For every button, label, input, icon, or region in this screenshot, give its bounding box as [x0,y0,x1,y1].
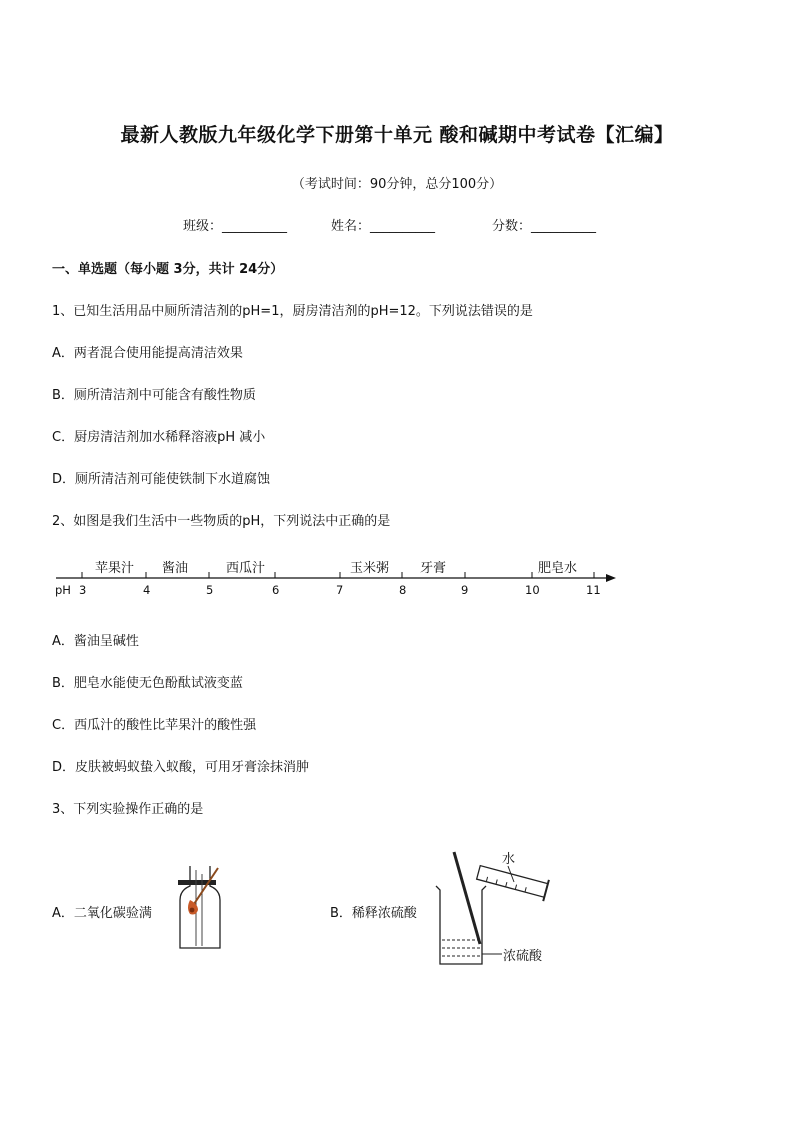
q1-option-b[interactable]: B．厕所清洁剂中可能含有酸性物质 [52,388,256,403]
class-field [183,215,287,234]
q1-option-d[interactable]: D．厕所清洁剂可能使铁制下水道腐蚀 [52,472,271,487]
class-label: 班级： [183,219,223,234]
ph-tick-label-11: 11 [586,583,601,597]
q2-option-d[interactable]: D．皮肤被蚂蚁蛰入蚁酸，可用牙膏涂抹消肿 [52,760,310,775]
q2-option-a[interactable]: A．酱油呈碱性 [52,634,139,649]
score-field [492,215,596,234]
water-label: 水 [502,852,516,867]
q1-option-a[interactable]: A．两者混合使用能提高清洁效果 [52,346,243,361]
acid-label: 浓硫酸 [503,949,543,964]
q3-option-b[interactable]: B．稀释浓硫酸 [330,906,417,921]
ph-tick-label-7: 7 [336,583,344,597]
gas-bottle [180,866,220,948]
name-label: 姓名： [331,219,371,234]
beaker [436,886,486,964]
q3-stem: 3、下列实验操作正确的是 [52,802,204,817]
ph-tick-label-6: 6 [272,583,280,597]
substance-soy-sauce: 酱油 [162,561,189,576]
graduated-cylinder [476,862,549,901]
name-blank[interactable]: __________ [370,219,436,234]
substance-watermelon-juice: 西瓜汁 [226,561,266,576]
q1-stem: 1、已知生活用品中厕所清洁剂的pH=1，厨房清洁剂的pH=12。下列说法错误的是 [52,304,533,319]
acid-liquid [442,940,480,956]
substance-toothpaste: 牙膏 [420,561,447,576]
ph-tick-label-5: 5 [206,583,214,597]
ph-tick-label-3: 3 [79,583,87,597]
glass-rod [454,852,480,944]
flame-core [190,908,195,913]
ph-tick-label-9: 9 [461,583,469,597]
score-blank[interactable]: __________ [531,219,597,234]
co2-test-illustration [160,860,240,955]
score-label: 分数： [492,219,532,234]
q3-option-a[interactable]: A．二氧化碳验满 [52,906,152,921]
q2-stem: 2、如图是我们生活中一些物质的pH，下列说法中正确的是 [52,514,391,529]
q2-option-c[interactable]: C．西瓜汁的酸性比苹果汁的酸性强 [52,718,257,733]
ph-tick-label-4: 4 [143,583,151,597]
name-field [331,215,435,234]
page-title: 最新人教版九年级化学下册第十单元 酸和碱期中考试卷【汇编】 [120,124,674,146]
match-stick [194,868,218,904]
substance-apple-juice: 苹果汁 [95,561,135,576]
q1-option-c[interactable]: C．厨房清洁剂加水稀释溶液pH 减小 [52,430,266,445]
ph-tick-label-8: 8 [399,583,407,597]
class-blank[interactable]: __________ [222,219,288,234]
ph-axis-arrow [606,574,616,582]
substance-soap-water: 肥皂水 [538,561,578,576]
ph-tick-label-10: 10 [525,583,540,597]
exam-info: （考试时间：90分钟，总分100分） [291,177,503,192]
substance-corn-porridge: 玉米粥 [350,561,390,576]
q2-option-b[interactable]: B．肥皂水能使无色酚酞试液变蓝 [52,676,243,691]
ph-axis-label: pH [55,583,71,597]
section-heading: 一、单选题（每小题 3分，共计 24分） [52,262,284,277]
